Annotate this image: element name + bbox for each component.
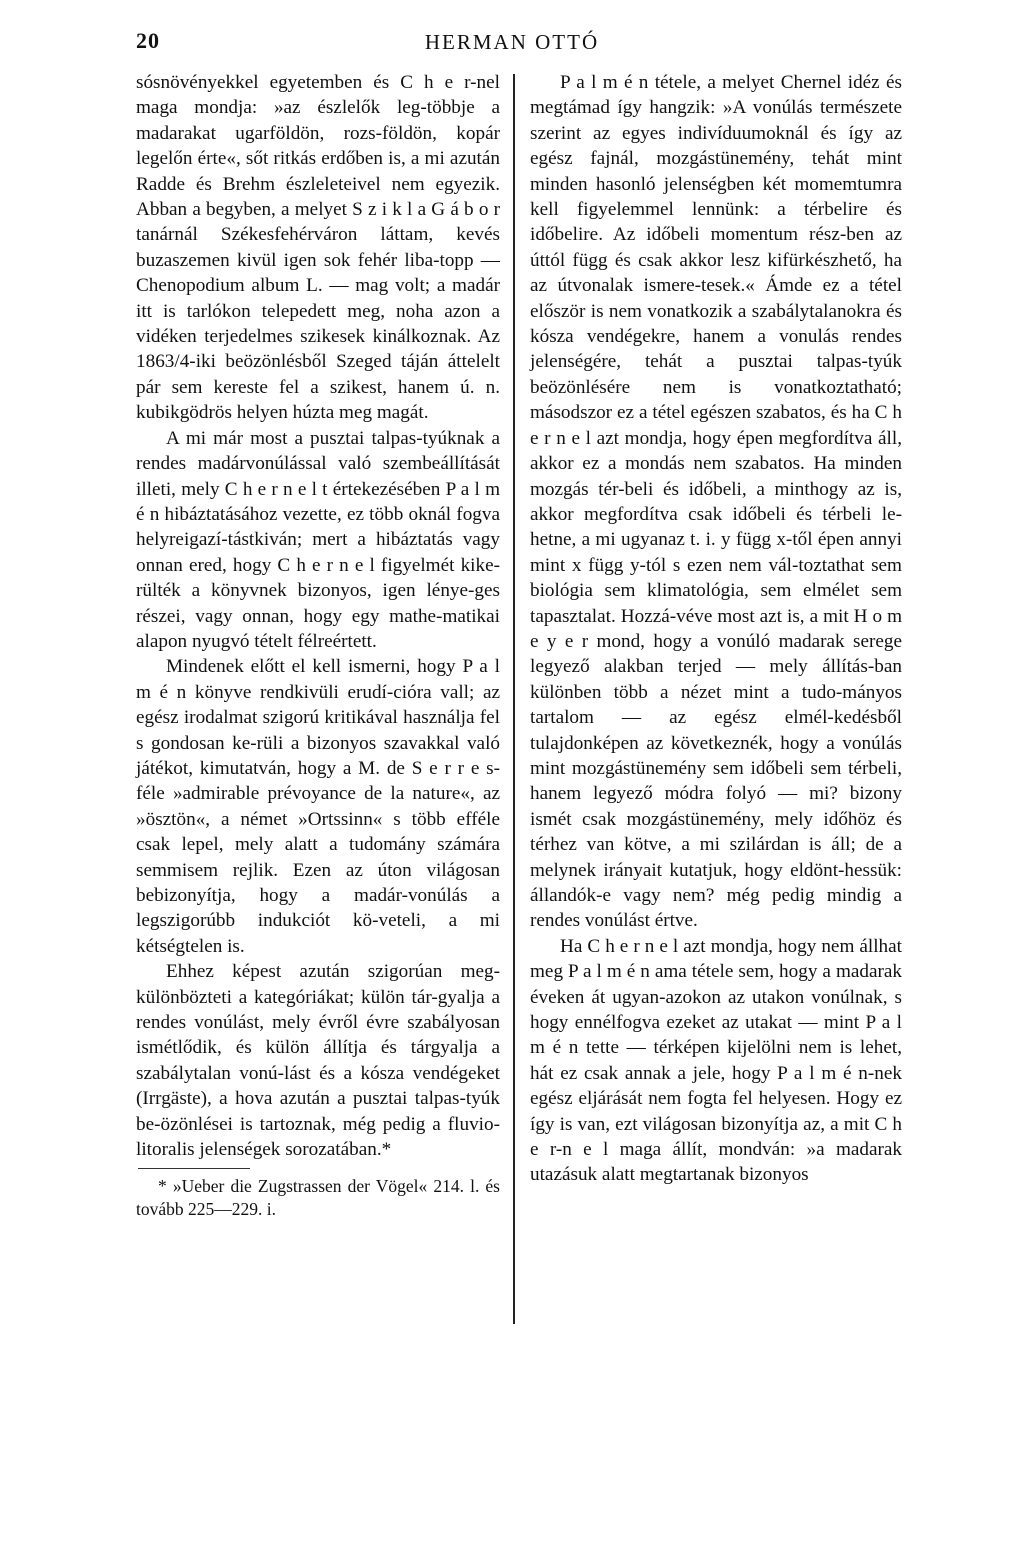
right-paragraph-2: Ha C h e r n e l azt mondja, hogy nem állhat meg P a l m é n ama tétele sem, hogy a madarak éveken át ugyan-azokon az utakon vonúlnak, s hogy ennélfogva ezeket az utakat — mint P a l m é n tette — térképen kijelölni nem is lehet, hát ez csak annak a jele, hogy P a l m é n-nek egész eljárását nem fogta fel helyesen. Hogy ez így is van, ezt világosan bizonyítja az, a mit C h e r-n e l maga állít, mondván: »a madarak utazásuk alatt megtartanak bizonyos <box>530 935 902 1186</box>
left-paragraph-2: A mi már most a pusztai talpas-tyúknak a rendes madárvonúlással való szembeállítását illeti, mely C h e r n e l t értekezésében P a l m é n hibáztatásához vezette, ez több oknál fogva helyreigazí-tástkiván; mert a hibáztatás vagy onnan ered, hogy C h e r n e l figyelmét kike-rülték a könyvnek bizonyos, igen lénye-ges részei, vagy onnan, hogy egy mathe-matikai alapon nyugvó tételt félreértett. <box>136 427 500 652</box>
left-column <box>136 70 500 1221</box>
right-paragraph-1: P a l m é n tétele, a melyet Chernel idéz és megtámad így hangzik: »A vonúlás természete szerint az egyes indivíduumoknál és így az egész fajnál, mozgástünemény, tehát mint minden hasonló jelenségben két momemtumra kell figyelemmel lennünk: a térbelire és időbelire. Az időbeli momentum rész-ben az úttól függ és csak akkor lesz kifürkészhető, ha az útvonalak ismere-tesek.« Ámde ez a tétel először is nem vonatkozik a szabálytalanokra és kósza vendégekre, hanem a vonulás rendes jelenségére, tehát a pusztai talpas-tyúk beözönlésére nem is vonatkoztatható; másodszor ez a tétel egészen szabatos, és ha C h e r n e l azt mondja, hogy épen megfordítva áll, akkor ez a mondás nem szabatos. Ha minden mozgás tér-beli és időbeli, a minthogy az is, akkor megfordítva csak időbeli és térbeli le-hetne, a mi ugyanaz t. i. y függ x-től épen annyi mint x függ y-tól s ezen nem vál-toztathat sem biológia sem klimatológia, sem elmélet sem tapasztalat. Hozzá-véve most azt is, a mit H o m e y e r mond, hogy a vonúló madarak serege legyező alakban terjed — mely állítás-ban különben több a nézet mint a tudo-mányos tartalom — az egész elmél-kedésből tulajdonképen az következnék, hogy a vonúlás mint mozgástünemény sem időbeli sem térbeli, hanem legyező módra folyó — mi? bizony ismét csak mozgástünemény, mely időhöz és térhez van kötve, a mi szilárdan is áll; de a melynek irányait kutatjuk, hogy eldönt-hessük: állandók-e vagy nem? még pedig mindig a rendes vonúlást értve. <box>530 72 902 932</box>
left-paragraph-1: sósnövényekkel egyetemben és C h e r-nel maga mondja: »az észlelők leg-többje a madarakat ugarföldön, rozs-földön, kopár legelőn érte«, sőt ritkás erdőben is, a mi azután Radde és Brehm észleleteivel nem egyezik. Abban a begyben, a melyet S z i k l a G á b o r tanárnál Székesfehérváron láttam, kevés buzaszemen kivül igen sok fehér liba-topp — Chenopodium album L. — mag volt; a madár itt is tarlókon telepedett meg, noha azon a vidéken terjedelmes szikesek kinálkoznak. Az 1863/4-iki beözönlésből Szeged táján áttelelt pár sem kereste fel a szikest, hanem ú. n. kubikgödrös helyen húzta meg magát. <box>136 72 500 424</box>
left-paragraph-3: Mindenek előtt el kell ismerni, hogy P a l m é n könyve rendkivüli erudí-cióra vall; az egész irodalmat szigorú kritikával használja fel s gondosan ke-rüli a bizonyos szavakkal való játékot, kimutatván, hogy a M. de S e r r e s-féle »admirable prévoyance de la nature«, az »ösztön«, a német »Ortssinn« s több efféle csak lepel, mely alatt a tudomány számára semmisem rejlik. Ezen az úton világosan bebizonyítja, hogy a madár-vonúlás a legszigorúbb indukciót kö-veteli, a mi kétségtelen is. <box>136 656 500 957</box>
footnote: * »Ueber die Zugstrassen der Vögel« 214. l. és tovább 225—229. i. <box>136 1176 500 1220</box>
page-number: 20 <box>136 28 160 53</box>
left-paragraph-4: Ehhez képest azután szigorúan meg-különbözteti a kategóriákat; külön tár-gyalja a rendes vonúlást, mely évről évre szabályosan ismétlődik, és külön állítja és tárgyalja a szabálytalan vonú-lást és a kósza vendégeket (Irrgäste), a hova azután a pusztai talpas-tyúk be-özönlései is tartoznak, még pedig a fluvio-litoralis jelenségek sorozatában.* <box>136 961 500 1161</box>
column-divider <box>513 74 515 1324</box>
footnote-rule <box>138 1168 250 1169</box>
running-head: HERMAN OTTÓ <box>424 30 600 54</box>
right-column <box>530 70 902 1188</box>
